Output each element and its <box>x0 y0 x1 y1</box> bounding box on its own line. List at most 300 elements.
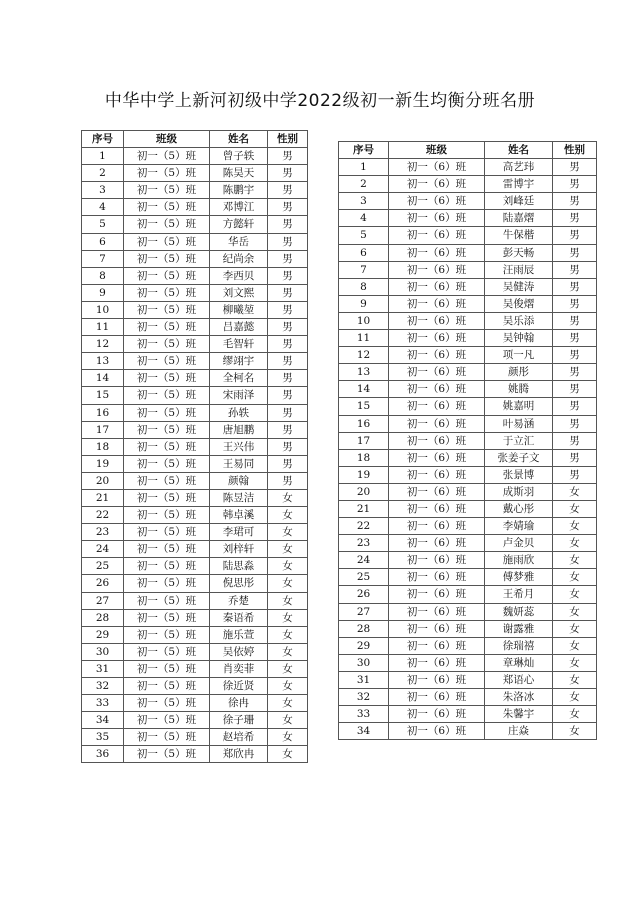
cell-name: 全柯名 <box>210 370 268 387</box>
table-row <box>339 518 597 535</box>
table-row <box>82 472 308 489</box>
table-row <box>82 592 308 609</box>
cell-gender: 男 <box>553 449 597 466</box>
table-row <box>339 159 597 176</box>
cell-name: 吕嘉懿 <box>210 319 268 336</box>
table-row <box>82 336 308 353</box>
cell-class: 初一（5）班 <box>124 267 210 284</box>
cell-index: 22 <box>82 507 124 524</box>
cell-index: 14 <box>82 370 124 387</box>
cell-class: 初一（5）班 <box>124 558 210 575</box>
cell-name: 华岳 <box>210 233 268 250</box>
table-row <box>82 319 308 336</box>
cell-index: 16 <box>339 415 389 432</box>
cell-name: 缪翊宇 <box>210 353 268 370</box>
cell-name: 韩卓溪 <box>210 507 268 524</box>
cell-index: 23 <box>82 524 124 541</box>
cell-index: 13 <box>82 353 124 370</box>
cell-index: 25 <box>339 569 389 586</box>
header-gender: 性别 <box>268 131 308 148</box>
cell-class: 初一（5）班 <box>124 609 210 626</box>
cell-class: 初一（5）班 <box>124 421 210 438</box>
cell-gender: 女 <box>553 586 597 603</box>
cell-name: 吴依婷 <box>210 643 268 660</box>
cell-class: 初一（6）班 <box>389 500 485 517</box>
cell-class: 初一（5）班 <box>124 678 210 695</box>
table-row <box>339 671 597 688</box>
cell-index: 20 <box>82 472 124 489</box>
cell-index: 21 <box>82 489 124 506</box>
cell-name: 吴钟翰 <box>485 330 553 347</box>
cell-index: 2 <box>82 165 124 182</box>
table-row <box>339 432 597 449</box>
cell-gender: 男 <box>268 301 308 318</box>
cell-gender: 男 <box>268 233 308 250</box>
cell-index: 2 <box>339 176 389 193</box>
cell-class: 初一（6）班 <box>389 654 485 671</box>
cell-name: 戴心彤 <box>485 500 553 517</box>
cell-index: 27 <box>339 603 389 620</box>
cell-index: 5 <box>82 216 124 233</box>
cell-name: 陆嘉熠 <box>485 210 553 227</box>
table-row <box>339 227 597 244</box>
cell-index: 20 <box>339 483 389 500</box>
cell-gender: 女 <box>553 518 597 535</box>
cell-gender: 男 <box>553 415 597 432</box>
cell-gender: 女 <box>553 500 597 517</box>
cell-class: 初一（5）班 <box>124 216 210 233</box>
table-row <box>339 500 597 517</box>
table-row <box>82 267 308 284</box>
cell-name: 李珺可 <box>210 524 268 541</box>
table-row <box>82 507 308 524</box>
cell-index: 18 <box>82 438 124 455</box>
cell-class: 初一（5）班 <box>124 233 210 250</box>
cell-name: 成斯羽 <box>485 483 553 500</box>
table-row <box>339 347 597 364</box>
cell-class: 初一（5）班 <box>124 404 210 421</box>
table-row <box>82 387 308 404</box>
cell-gender: 女 <box>268 489 308 506</box>
cell-index: 26 <box>339 586 389 603</box>
cell-class: 初一（6）班 <box>389 244 485 261</box>
cell-gender: 男 <box>553 278 597 295</box>
cell-class: 初一（6）班 <box>389 347 485 364</box>
cell-index: 33 <box>339 706 389 723</box>
cell-name: 郑语心 <box>485 671 553 688</box>
cell-class: 初一（6）班 <box>389 466 485 483</box>
table-row <box>339 603 597 620</box>
cell-gender: 男 <box>553 295 597 312</box>
table-row <box>82 558 308 575</box>
cell-index: 36 <box>82 746 124 763</box>
cell-index: 6 <box>82 233 124 250</box>
cell-index: 12 <box>82 336 124 353</box>
cell-class: 初一（5）班 <box>124 353 210 370</box>
header-gender: 性别 <box>553 142 597 159</box>
cell-index: 30 <box>82 643 124 660</box>
cell-class: 初一（6）班 <box>389 723 485 740</box>
cell-name: 王希月 <box>485 586 553 603</box>
cell-name: 雷博宇 <box>485 176 553 193</box>
header-name: 姓名 <box>210 131 268 148</box>
table-row <box>82 541 308 558</box>
cell-gender: 女 <box>553 637 597 654</box>
cell-name: 秦语希 <box>210 609 268 626</box>
cell-name: 刘梓轩 <box>210 541 268 558</box>
cell-gender: 男 <box>268 353 308 370</box>
cell-class: 初一（5）班 <box>124 336 210 353</box>
cell-gender: 男 <box>268 472 308 489</box>
cell-class: 初一（6）班 <box>389 312 485 329</box>
cell-index: 28 <box>82 609 124 626</box>
table-row <box>82 233 308 250</box>
cell-index: 14 <box>339 381 389 398</box>
cell-gender: 女 <box>553 483 597 500</box>
table-row <box>82 678 308 695</box>
cell-gender: 女 <box>268 575 308 592</box>
cell-gender: 女 <box>268 609 308 626</box>
table-row <box>339 381 597 398</box>
cell-class: 初一（5）班 <box>124 301 210 318</box>
cell-index: 25 <box>82 558 124 575</box>
cell-gender: 男 <box>268 165 308 182</box>
cell-name: 郑欣冉 <box>210 746 268 763</box>
cell-gender: 女 <box>268 541 308 558</box>
cell-name: 傅梦雅 <box>485 569 553 586</box>
cell-index: 31 <box>339 671 389 688</box>
table-row <box>339 415 597 432</box>
cell-gender: 男 <box>553 432 597 449</box>
table-row <box>339 278 597 295</box>
cell-name: 张姜子文 <box>485 449 553 466</box>
cell-gender: 男 <box>268 199 308 216</box>
cell-gender: 男 <box>268 421 308 438</box>
cell-name: 孙轶 <box>210 404 268 421</box>
cell-class: 初一（6）班 <box>389 569 485 586</box>
cell-name: 张景博 <box>485 466 553 483</box>
cell-gender: 男 <box>268 319 308 336</box>
cell-gender: 男 <box>553 227 597 244</box>
cell-index: 1 <box>82 148 124 165</box>
cell-gender: 女 <box>553 552 597 569</box>
cell-name: 王兴伟 <box>210 438 268 455</box>
cell-name: 吴俊熠 <box>485 295 553 312</box>
cell-name: 汪雨辰 <box>485 261 553 278</box>
cell-gender: 男 <box>553 364 597 381</box>
cell-index: 16 <box>82 404 124 421</box>
cell-class: 初一（6）班 <box>389 227 485 244</box>
table-row <box>82 524 308 541</box>
cell-name: 庄焱 <box>485 723 553 740</box>
cell-index: 1 <box>339 159 389 176</box>
cell-class: 初一（5）班 <box>124 148 210 165</box>
cell-gender: 女 <box>268 558 308 575</box>
cell-name: 高艺玮 <box>485 159 553 176</box>
cell-gender: 女 <box>268 643 308 660</box>
cell-gender: 男 <box>268 404 308 421</box>
cell-gender: 男 <box>553 193 597 210</box>
cell-name: 纪尚余 <box>210 250 268 267</box>
cell-index: 9 <box>339 295 389 312</box>
cell-index: 35 <box>82 729 124 746</box>
cell-name: 唐旭鹏 <box>210 421 268 438</box>
cell-class: 初一（6）班 <box>389 278 485 295</box>
cell-gender: 女 <box>268 729 308 746</box>
cell-name: 陈鹏宇 <box>210 182 268 199</box>
cell-class: 初一（6）班 <box>389 159 485 176</box>
cell-index: 29 <box>339 637 389 654</box>
cell-class: 初一（6）班 <box>389 586 485 603</box>
cell-name: 叶易涵 <box>485 415 553 432</box>
cell-name: 徐冉 <box>210 695 268 712</box>
cell-index: 9 <box>82 284 124 301</box>
cell-class: 初一（5）班 <box>124 695 210 712</box>
cell-name: 陈昱洁 <box>210 489 268 506</box>
cell-name: 谢露雅 <box>485 620 553 637</box>
cell-class: 初一（6）班 <box>389 330 485 347</box>
cell-index: 15 <box>339 398 389 415</box>
table-row <box>82 455 308 472</box>
cell-gender: 男 <box>553 261 597 278</box>
cell-name: 曾子轶 <box>210 148 268 165</box>
cell-gender: 男 <box>553 398 597 415</box>
cell-index: 15 <box>82 387 124 404</box>
cell-class: 初一（5）班 <box>124 438 210 455</box>
cell-name: 李婧瑜 <box>485 518 553 535</box>
cell-index: 18 <box>339 449 389 466</box>
table-row <box>339 535 597 552</box>
table-row <box>339 706 597 723</box>
cell-index: 19 <box>339 466 389 483</box>
cell-class: 初一（5）班 <box>124 370 210 387</box>
table-row <box>82 148 308 165</box>
cell-class: 初一（6）班 <box>389 295 485 312</box>
cell-name: 颜彤 <box>485 364 553 381</box>
cell-class: 初一（5）班 <box>124 524 210 541</box>
table-row <box>339 654 597 671</box>
table-row <box>82 746 308 763</box>
table-row <box>339 620 597 637</box>
cell-index: 26 <box>82 575 124 592</box>
cell-gender: 男 <box>553 347 597 364</box>
cell-name: 方懿轩 <box>210 216 268 233</box>
cell-class: 初一（5）班 <box>124 455 210 472</box>
cell-gender: 女 <box>553 671 597 688</box>
table-row <box>82 216 308 233</box>
cell-gender: 女 <box>553 535 597 552</box>
cell-gender: 女 <box>268 507 308 524</box>
cell-gender: 男 <box>268 284 308 301</box>
cell-class: 初一（5）班 <box>124 507 210 524</box>
table-row <box>82 284 308 301</box>
cell-name: 李西贝 <box>210 267 268 284</box>
cell-index: 32 <box>82 678 124 695</box>
cell-class: 初一（5）班 <box>124 592 210 609</box>
cell-index: 24 <box>339 552 389 569</box>
table-row <box>339 689 597 706</box>
cell-gender: 女 <box>268 660 308 677</box>
cell-gender: 男 <box>553 381 597 398</box>
cell-gender: 男 <box>268 182 308 199</box>
cell-name: 施乐萱 <box>210 626 268 643</box>
cell-name: 徐子珊 <box>210 712 268 729</box>
table-row <box>339 398 597 415</box>
table-row <box>339 295 597 312</box>
cell-name: 姚嘉明 <box>485 398 553 415</box>
cell-class: 初一（6）班 <box>389 689 485 706</box>
cell-class: 初一（6）班 <box>389 210 485 227</box>
cell-name: 颜翰 <box>210 472 268 489</box>
cell-class: 初一（6）班 <box>389 552 485 569</box>
cell-class: 初一（5）班 <box>124 250 210 267</box>
table-row <box>339 569 597 586</box>
table-row <box>339 244 597 261</box>
cell-gender: 女 <box>553 723 597 740</box>
cell-index: 4 <box>339 210 389 227</box>
cell-index: 17 <box>339 432 389 449</box>
table-row <box>339 552 597 569</box>
table-row <box>82 438 308 455</box>
cell-class: 初一（5）班 <box>124 489 210 506</box>
cell-name: 毛智轩 <box>210 336 268 353</box>
cell-name: 卢金贝 <box>485 535 553 552</box>
cell-gender: 女 <box>268 712 308 729</box>
cell-gender: 女 <box>268 678 308 695</box>
cell-gender: 女 <box>268 695 308 712</box>
table-row <box>339 637 597 654</box>
table-row <box>82 370 308 387</box>
table-row <box>339 586 597 603</box>
cell-name: 肖奕菲 <box>210 660 268 677</box>
table-row <box>339 364 597 381</box>
table-row <box>82 626 308 643</box>
cell-class: 初一（6）班 <box>389 449 485 466</box>
class-5-roster-table <box>81 130 308 763</box>
cell-name: 邓博江 <box>210 199 268 216</box>
cell-class: 初一（5）班 <box>124 729 210 746</box>
table-row <box>339 193 597 210</box>
cell-gender: 女 <box>268 626 308 643</box>
table-row <box>82 404 308 421</box>
cell-gender: 男 <box>553 312 597 329</box>
table-row <box>339 466 597 483</box>
cell-class: 初一（5）班 <box>124 575 210 592</box>
cell-class: 初一（5）班 <box>124 746 210 763</box>
cell-class: 初一（6）班 <box>389 432 485 449</box>
cell-index: 12 <box>339 347 389 364</box>
cell-class: 初一（5）班 <box>124 643 210 660</box>
cell-gender: 男 <box>268 250 308 267</box>
cell-class: 初一（6）班 <box>389 535 485 552</box>
cell-index: 8 <box>339 278 389 295</box>
table-row <box>82 643 308 660</box>
header-class: 班级 <box>389 142 485 159</box>
cell-name: 徐瑞禧 <box>485 637 553 654</box>
cell-class: 初一（6）班 <box>389 415 485 432</box>
cell-index: 5 <box>339 227 389 244</box>
cell-class: 初一（6）班 <box>389 381 485 398</box>
table-row <box>82 421 308 438</box>
cell-gender: 男 <box>268 455 308 472</box>
cell-index: 7 <box>339 261 389 278</box>
cell-name: 于立汇 <box>485 432 553 449</box>
cell-name: 倪思彤 <box>210 575 268 592</box>
table-row <box>82 199 308 216</box>
cell-gender: 女 <box>268 746 308 763</box>
table-row <box>82 182 308 199</box>
table-header-row <box>82 131 308 148</box>
cell-gender: 男 <box>553 159 597 176</box>
table-row <box>82 712 308 729</box>
cell-gender: 男 <box>553 466 597 483</box>
cell-gender: 女 <box>553 603 597 620</box>
cell-index: 11 <box>339 330 389 347</box>
cell-name: 乔楚 <box>210 592 268 609</box>
cell-name: 彭天畅 <box>485 244 553 261</box>
cell-class: 初一（5）班 <box>124 165 210 182</box>
cell-name: 陆思淼 <box>210 558 268 575</box>
cell-class: 初一（6）班 <box>389 518 485 535</box>
cell-class: 初一（5）班 <box>124 182 210 199</box>
cell-gender: 女 <box>553 569 597 586</box>
cell-gender: 男 <box>553 244 597 261</box>
table-row <box>82 489 308 506</box>
cell-class: 初一（5）班 <box>124 472 210 489</box>
table-row <box>82 353 308 370</box>
cell-class: 初一（5）班 <box>124 660 210 677</box>
cell-name: 陈昊天 <box>210 165 268 182</box>
header-index: 序号 <box>82 131 124 148</box>
table-header-row <box>339 142 597 159</box>
cell-index: 8 <box>82 267 124 284</box>
cell-index: 22 <box>339 518 389 535</box>
cell-name: 宋雨泽 <box>210 387 268 404</box>
cell-index: 3 <box>82 182 124 199</box>
cell-name: 赵培希 <box>210 729 268 746</box>
table-row <box>339 176 597 193</box>
cell-index: 6 <box>339 244 389 261</box>
cell-name: 朱馨宇 <box>485 706 553 723</box>
cell-class: 初一（5）班 <box>124 284 210 301</box>
cell-index: 27 <box>82 592 124 609</box>
cell-class: 初一（5）班 <box>124 626 210 643</box>
cell-index: 10 <box>339 312 389 329</box>
cell-gender: 男 <box>553 176 597 193</box>
cell-name: 魏妍蕊 <box>485 603 553 620</box>
cell-class: 初一（6）班 <box>389 706 485 723</box>
cell-index: 28 <box>339 620 389 637</box>
cell-name: 徐近贤 <box>210 678 268 695</box>
cell-gender: 女 <box>268 524 308 541</box>
cell-index: 33 <box>82 695 124 712</box>
cell-gender: 男 <box>268 216 308 233</box>
header-index: 序号 <box>339 142 389 159</box>
table-row <box>82 609 308 626</box>
table-row <box>339 723 597 740</box>
cell-index: 3 <box>339 193 389 210</box>
table-row <box>339 312 597 329</box>
cell-class: 初一（5）班 <box>124 541 210 558</box>
table-row <box>82 575 308 592</box>
cell-name: 吴乐添 <box>485 312 553 329</box>
cell-class: 初一（6）班 <box>389 620 485 637</box>
cell-name: 柳曦堃 <box>210 301 268 318</box>
cell-name: 刘文熙 <box>210 284 268 301</box>
cell-index: 17 <box>82 421 124 438</box>
table-row <box>82 165 308 182</box>
cell-index: 34 <box>339 723 389 740</box>
